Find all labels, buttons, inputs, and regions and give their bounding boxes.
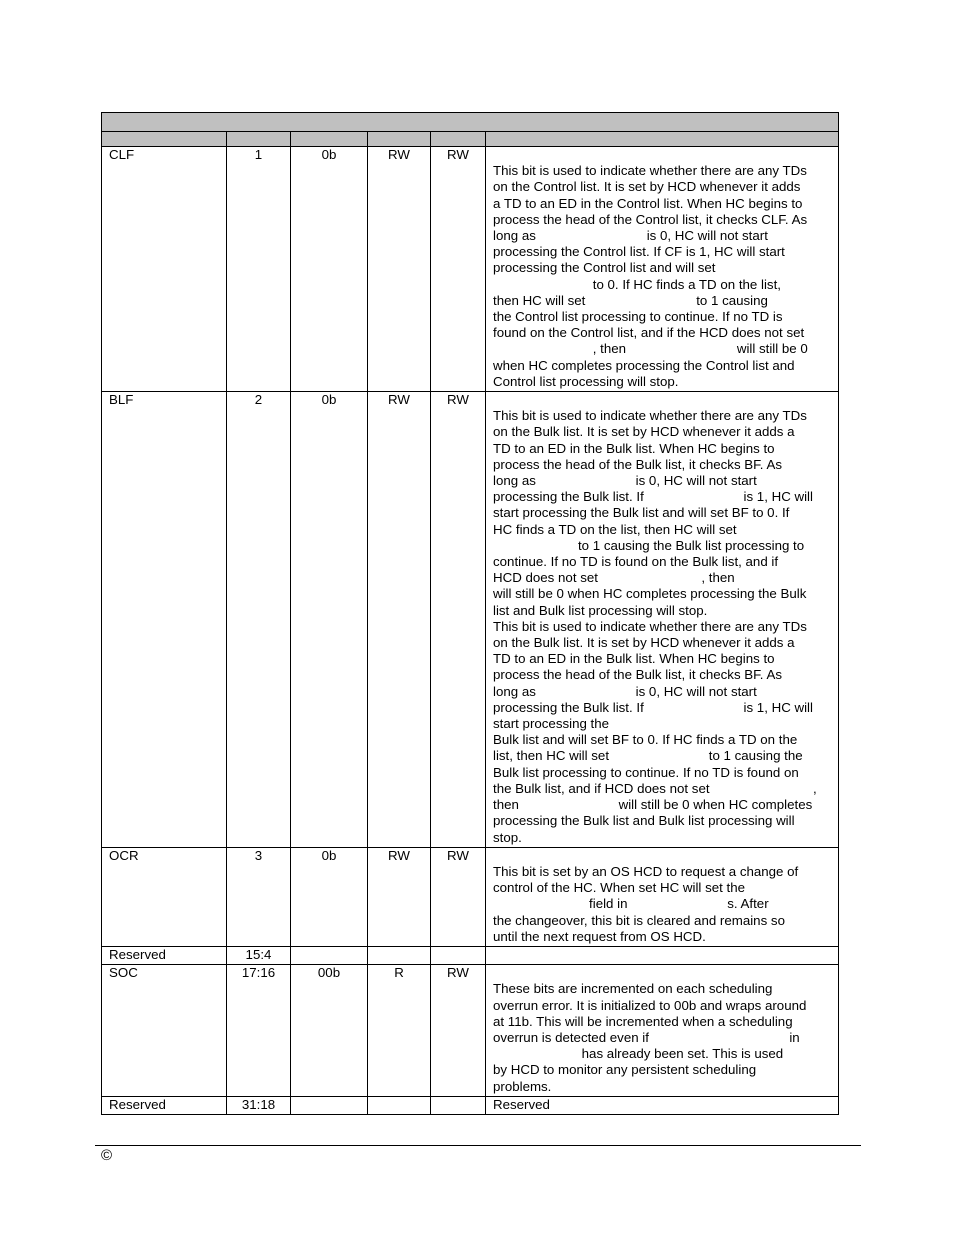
cell-bits: 15:4 <box>227 946 291 964</box>
description-line: Control list processing will stop. <box>493 373 679 389</box>
header-description <box>486 132 839 147</box>
description-line: then HC will set to 1 causing <box>493 292 768 308</box>
cell-description <box>486 965 839 1097</box>
cell-bits: 2 <box>227 392 291 848</box>
cell-description <box>486 946 839 964</box>
description-line: to 0. If HC finds a TD on the list, <box>493 276 781 292</box>
description-line: processing the Bulk list and Bulk list processing will <box>493 813 795 829</box>
cell-field: BLF <box>102 392 227 848</box>
cell-hc: RW <box>431 147 486 392</box>
description-line: processing the Bulk list. If is 1, HC will <box>493 489 813 505</box>
cell-field: OCR <box>102 847 227 946</box>
description-line <box>493 947 834 963</box>
cell-hc <box>431 1096 486 1114</box>
table-row <box>102 847 839 946</box>
description-line: has already been set. This is used <box>493 1046 784 1062</box>
description-line: process the head of the Bulk list, it checks BF. As <box>493 456 782 472</box>
description-line: then will still be 0 when HC completes <box>493 797 813 813</box>
cell-field: SOC <box>102 965 227 1097</box>
table-title-row <box>102 113 839 132</box>
description-line: processing the Bulk list. If is 1, HC will <box>493 699 813 715</box>
cell-bits: 31:18 <box>227 1096 291 1114</box>
cell-hc <box>431 946 486 964</box>
cell-hcd: RW <box>368 847 431 946</box>
description-line: list and Bulk list processing will stop. <box>493 602 708 618</box>
description-line: at 11b. This will be incremented when a scheduling <box>493 1013 793 1029</box>
cell-reset <box>291 1096 368 1114</box>
cell-hcd <box>368 1096 431 1114</box>
description-line: This bit is set by an OS HCD to request a change of <box>493 863 799 879</box>
description-line: by HCD to monitor any persistent scheduling <box>493 1062 757 1078</box>
cell-hcd: RW <box>368 392 431 848</box>
cell-bits: 3 <box>227 847 291 946</box>
cell-description <box>486 147 839 392</box>
description-line: until the next request from OS HCD. <box>493 928 706 944</box>
cell-reset: 0b <box>291 147 368 392</box>
cell-description <box>486 1096 839 1114</box>
description-line: control of the HC. When set HC will set the <box>493 880 745 896</box>
cell-bits: 1 <box>227 147 291 392</box>
description-line: This bit is used to indicate whether there are any TDs <box>493 408 807 424</box>
description-line: on the Bulk list. It is set by HCD whenever it adds a <box>493 635 795 651</box>
header-bits <box>227 132 291 147</box>
description-line: process the head of the Bulk list, it checks BF. As <box>493 667 782 683</box>
description-line: list, then HC will set to 1 causing the <box>493 748 803 764</box>
description-line: when HC completes processing the Control list and <box>493 357 795 373</box>
description-line: Bulk list and will set BF to 0. If HC finds a TD on the <box>493 732 798 748</box>
description-line: to 1 causing the Bulk list processing to <box>493 537 805 553</box>
description-line: These bits are incremented on each scheduling <box>493 981 773 997</box>
cell-reset: 0b <box>291 392 368 848</box>
cell-hcd <box>368 946 431 964</box>
description-line: processing the Control list. If CF is 1, HC will start <box>493 244 785 260</box>
table-row <box>102 392 839 848</box>
description-line: HC finds a TD on the list, then HC will set <box>493 521 737 537</box>
cell-hcd: RW <box>368 147 431 392</box>
description-line: Bulk list processing to continue. If no TD is found on <box>493 764 799 780</box>
description-line: This bit is used to indicate whether there are any TDs <box>493 618 807 634</box>
description-line: long as is 0, HC will not start <box>493 683 757 699</box>
description-line: continue. If no TD is found on the Bulk list, and if <box>493 554 779 570</box>
description-line: , then will still be 0 <box>493 341 808 357</box>
table-title-cell <box>102 113 839 132</box>
cell-reset: 00b <box>291 965 368 1097</box>
cell-field: CLF <box>102 147 227 392</box>
description-line: the Control list processing to continue. If no TD is <box>493 309 783 325</box>
footer-rule <box>95 1145 861 1146</box>
register-field-table <box>101 112 839 1115</box>
description-line: on the Control list. It is set by HCD whenever it adds <box>493 179 801 195</box>
description-line: found on the Control list, and if the HCD does not set <box>493 325 805 341</box>
description-line: overrun error. It is initialized to 00b and wraps around <box>493 997 807 1013</box>
description-line: HCD does not set , then <box>493 570 735 586</box>
description-line <box>493 848 834 864</box>
table-header-row <box>102 132 839 147</box>
cell-hc: RW <box>431 392 486 848</box>
table-row <box>102 147 839 392</box>
description-line: overrun is detected even if in <box>493 1029 800 1045</box>
table-row <box>102 965 839 1097</box>
description-line: stop. <box>493 829 522 845</box>
description-line: the changeover, this bit is cleared and remains so <box>493 912 785 928</box>
copyright-mark: © <box>101 1147 113 1164</box>
description-line <box>493 392 834 408</box>
description-line: process the head of the Control list, it checks CLF. As <box>493 211 808 227</box>
description-line: problems. <box>493 1078 552 1094</box>
description-line: Reserved <box>493 1096 550 1112</box>
description-line: field in s. After <box>493 896 769 912</box>
description-line: long as is 0, HC will not start <box>493 228 768 243</box>
table-row <box>102 1096 839 1114</box>
cell-hc: RW <box>431 965 486 1097</box>
description-line: start processing the <box>493 716 610 732</box>
description-line: start processing the Bulk list and will set BF to 0. If <box>493 505 790 521</box>
cell-hc: RW <box>431 847 486 946</box>
description-line: TD to an ED in the Bulk list. When HC begins to <box>493 651 775 667</box>
cell-reset: 0b <box>291 847 368 946</box>
cell-field: Reserved <box>102 1096 227 1114</box>
description-line <box>493 147 834 163</box>
header-hcd-access <box>368 132 431 147</box>
description-line <box>493 965 834 981</box>
description-line: will still be 0 when HC completes processing the Bulk <box>493 586 807 602</box>
description-line: long as is 0, HC will not start <box>493 473 757 489</box>
cell-description <box>486 392 839 848</box>
description-line: the Bulk list, and if HCD does not set , <box>493 780 817 796</box>
header-field <box>102 132 227 147</box>
header-reset <box>291 132 368 147</box>
cell-bits: 17:16 <box>227 965 291 1097</box>
header-hc-access <box>431 132 486 147</box>
description-line: processing the Control list and will set <box>493 260 716 276</box>
table-row <box>102 946 839 964</box>
description-line: This bit is used to indicate whether there are any TDs <box>493 163 807 179</box>
cell-description <box>486 847 839 946</box>
description-line: on the Bulk list. It is set by HCD whenever it adds a <box>493 424 795 440</box>
description-line: a TD to an ED in the Control list. When HC begins to <box>493 195 803 211</box>
description-line: TD to an ED in the Bulk list. When HC begins to <box>493 440 775 456</box>
cell-hcd: R <box>368 965 431 1097</box>
cell-field: Reserved <box>102 946 227 964</box>
cell-reset <box>291 946 368 964</box>
